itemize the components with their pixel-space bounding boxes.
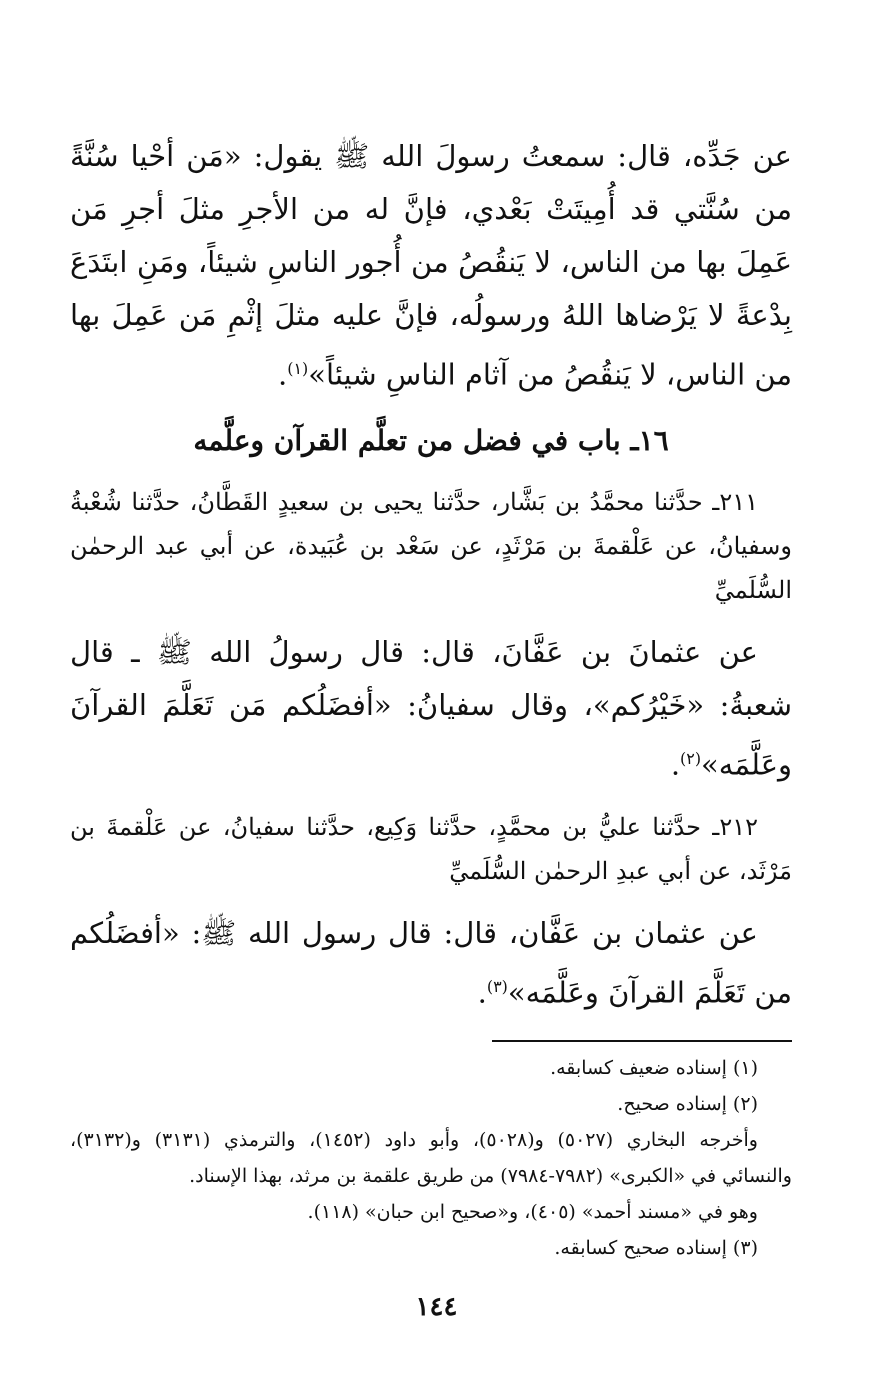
hadith-212-text: عن عثمان بن عَفَّان، قال: قال رسول الله ﷺ: «أفضَلُكم من تَعَلَّمَ القرآنَ وعَلَّمَه» xyxy=(70,916,792,1010)
hadith-text: عن جَدِّه، قال: سمعتُ رسولَ الله ﷺ يقول: «مَن أحْيا سُنَّةً من سُنَّتي قد أُمِيتَتْ بَعْدي، فإنَّ له من الأجرِ مثلَ أجرِ مَن عَمِلَ بها من الناس، لا يَنقُصُ من أُجور الناسِ شيئاً، ومَنِ ابتَدَعَ بِدْعةً لا يَرْضاها اللهُ ورسولُه، فإنَّ عليه مثلَ إثْمِ مَن عَمِلَ بها من الناس، لا يَنقُصُ من آثام الناسِ شيئاً» xyxy=(70,139,792,392)
footnote-marker-3: (٣) xyxy=(486,977,508,997)
footnote-1: (١) إسناده ضعيف كسابقه. xyxy=(550,1056,758,1079)
hadith-211-text: عن عثمانَ بن عَفَّانَ، قال: قال رسولُ الله ﷺ ـ قال شعبةُ: «خَيْرُكم»، وقال سفيانُ: «أفضَلُكم مَن تَعَلَّمَ القرآنَ وعَلَّمَه» xyxy=(70,634,792,782)
footnote-marker-1: (١) xyxy=(287,359,309,378)
footnote-2: (٢) إسناده صحيح. xyxy=(617,1092,758,1115)
footnote-marker-2: (٢) xyxy=(680,748,702,768)
hadith-212-matn: عن عثمان بن عَفَّان، قال: قال رسول الله ﷺ: «أفضَلُكم من تَعَلَّمَ القرآنَ وعَلَّمَه»$^{(٣)}$. xyxy=(70,916,792,1010)
hadith-212-isnad: ٢١٢ـ حدَّثنا عليُّ بن محمَّدٍ، حدَّثنا وَكِيع، حدَّثنا سفيانُ، عن عَلْقمةَ بن مَرْثَد، عن أبي عبدِ الرحمٰن السُّلَميِّ xyxy=(70,813,792,886)
page-content xyxy=(70,130,792,1266)
footnote-2-also: وهو في «مسند أحمد» (٤٠٥)، و«صحيح ابن حبان» (١١٨). xyxy=(307,1200,758,1223)
footnote-2-takhrij: وأخرجه البخاري (٥٠٢٧) و(٥٠٢٨)، وأبو داود (١٤٥٢)، والترمذي (٣١٣١) و(٣١٣٢)، والنسائي في «الكبرى» (٧٩٨٢-٧٩٨٤) من طريق علقمة بن مرثد، بهذا الإسناد. xyxy=(70,1128,792,1187)
footnote-divider xyxy=(492,1040,792,1042)
hadith-211-isnad: ٢١١ـ حدَّثنا محمَّدُ بن بَشَّار، حدَّثنا يحيى بن سعيدٍ القَطَّانُ، حدَّثنا شُعْبةُ وسفيانُ، عن عَلْقمةَ بن مَرْثَدٍ، عن سَعْد بن عُبَيدة، عن أبي عبد الرحمٰن السُّلَميِّ xyxy=(70,487,792,604)
footnote-3: (٣) إسناده صحيح كسابقه. xyxy=(554,1236,758,1259)
page-number: ١٤٤ xyxy=(415,1292,458,1322)
hadith-text-continuation: عن جَدِّه، قال: سمعتُ رسولَ الله ﷺ يقول: «مَن أحْيا سُنَّةً من سُنَّتي قد أُمِيتَتْ بَعْدي، فإنَّ له من الأجرِ مثلَ أجرِ مَن عَمِلَ بها من الناس، لا يَنقُصُ من أُجور الناسِ شيئاً، ومَنِ ابتَدَعَ بِدْعةً لا يَرْضاها اللهُ ورسولُه، فإنَّ عليه مثلَ إثْمِ مَن عَمِلَ بها من الناس، لا يَنقُصُ من آثام الناسِ شيئاً»$^{(١)}$. xyxy=(70,139,792,392)
chapter-heading: ١٦ـ باب في فضل من تعلَّم القرآن وعلَّمه xyxy=(193,423,669,457)
hadith-211-matn: عن عثمانَ بن عَفَّانَ، قال: قال رسولُ الله ﷺ ـ قال شعبةُ: «خَيْرُكم»، وقال سفيانُ: «أفضَلُكم مَن تَعَلَّمَ القرآنَ وعَلَّمَه»$^{(٢)}$. xyxy=(70,634,792,782)
